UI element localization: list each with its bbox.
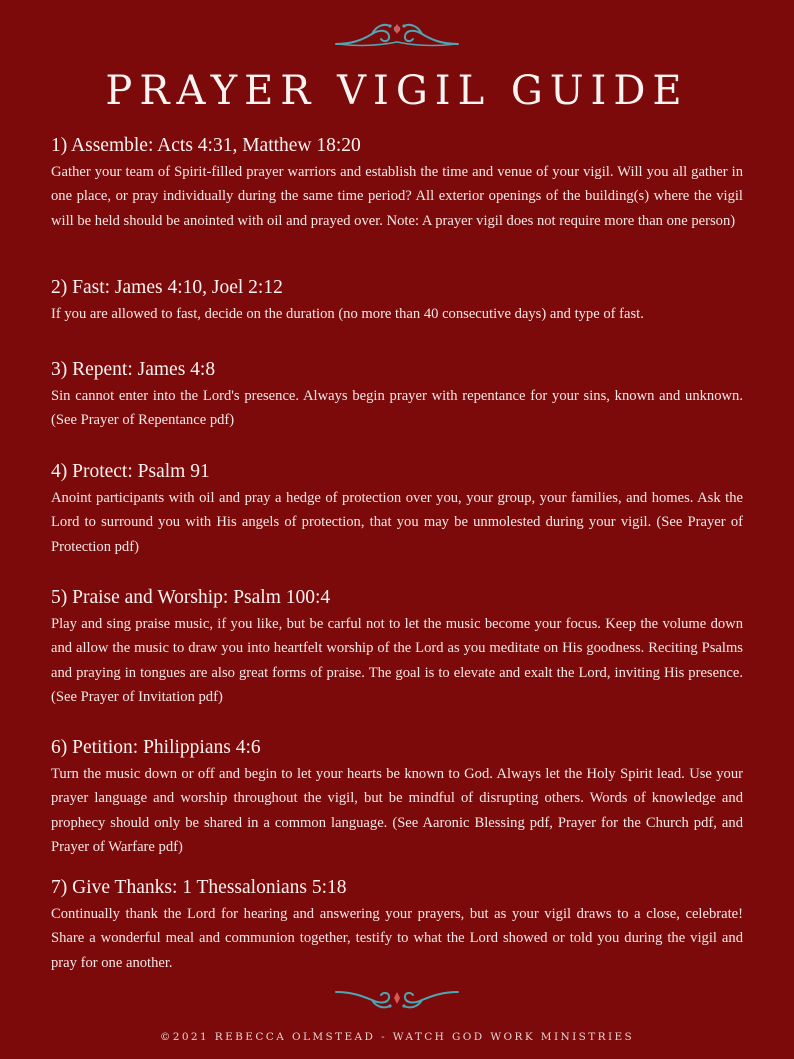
section-give-thanks (51, 875, 743, 971)
section-body: Gather your team of Spirit-filled prayer warriors and establish the time and venue of your vigil. Will you all gather in one place, or pray individually during the same time period? All exterior openings of the building(s) where the vigil will be held should be anointed with oil and prayed over. Note: A prayer vigil does not require more than one person) (51, 164, 743, 229)
section-body: Continually thank the Lord for hearing and answering your prayers, but as your vigil draws to a close, celebrate! Share a wonderful meal and communion together, testify to what the Lord showed or told you during the vigil and pray for one another. (51, 906, 743, 971)
section-heading: 6) Petition: Philippians 4:6 (51, 737, 261, 758)
section-body: Play and sing praise music, if you like, but be carful not to let the music become your focus. Keep the volume down and allow the music to draw you into heartfelt worship of the Lord as you meditate on His goodness. Reciting Psalms and praying in tongues are also great forms of praise. The goal is to elevate and exalt the Lord, inviting His presence. (See Prayer of Invitation pdf) (51, 616, 743, 705)
section-heading: 4) Protect: Psalm 91 (51, 461, 210, 482)
footer-copyright: ©2021 REBECCA OLMSTEAD - WATCH GOD WORK MINISTRIES (159, 1031, 635, 1043)
section-heading: 1) Assemble: Acts 4:31, Matthew 18:20 (51, 135, 361, 156)
section-body: Anoint participants with oil and pray a hedge of protection over you, your group, your families, and homes. Ask the Lord to surround you with His angels of protection, that you may be unmolested during your vigil. (See Prayer of Protection pdf) (51, 490, 743, 555)
section-body: If you are allowed to fast, decide on the duration (no more than 40 consecutive days) and type of fast. (51, 306, 644, 322)
section-heading: 7) Give Thanks: 1 Thessalonians 5:18 (51, 877, 347, 898)
section-praise-worship (51, 585, 743, 735)
sections (51, 133, 743, 971)
section-body: Sin cannot enter into the Lord's presence. Always begin prayer with repentance for your sins, known and unknown. (See Prayer of Repentance pdf) (51, 388, 743, 429)
section-heading: 2) Fast: James 4:10, Joel 2:12 (51, 277, 283, 298)
flourish-icon (332, 982, 462, 1012)
section-body: Turn the music down or off and begin to let your hearts be known to God. Always let the Holy Spirit lead. Use your prayer language and worship throughout the vigil, but be mindful of disrupting others. Words of knowledge and prophecy should only be shared in a common language. (See Aaronic Blessing pdf, Prayer for the Church pdf, and Prayer of Warfare pdf) (51, 766, 743, 855)
page-title: PRAYER VIGIL GUIDE (105, 68, 689, 114)
section-repent (51, 357, 743, 459)
section-protect (51, 459, 743, 585)
section-assemble (51, 133, 743, 275)
section-petition (51, 735, 743, 875)
section-fast (51, 275, 743, 357)
section-heading: 5) Praise and Worship: Psalm 100:4 (51, 587, 331, 608)
section-heading: 3) Repent: James 4:8 (51, 359, 216, 380)
flourish-icon (332, 20, 462, 50)
